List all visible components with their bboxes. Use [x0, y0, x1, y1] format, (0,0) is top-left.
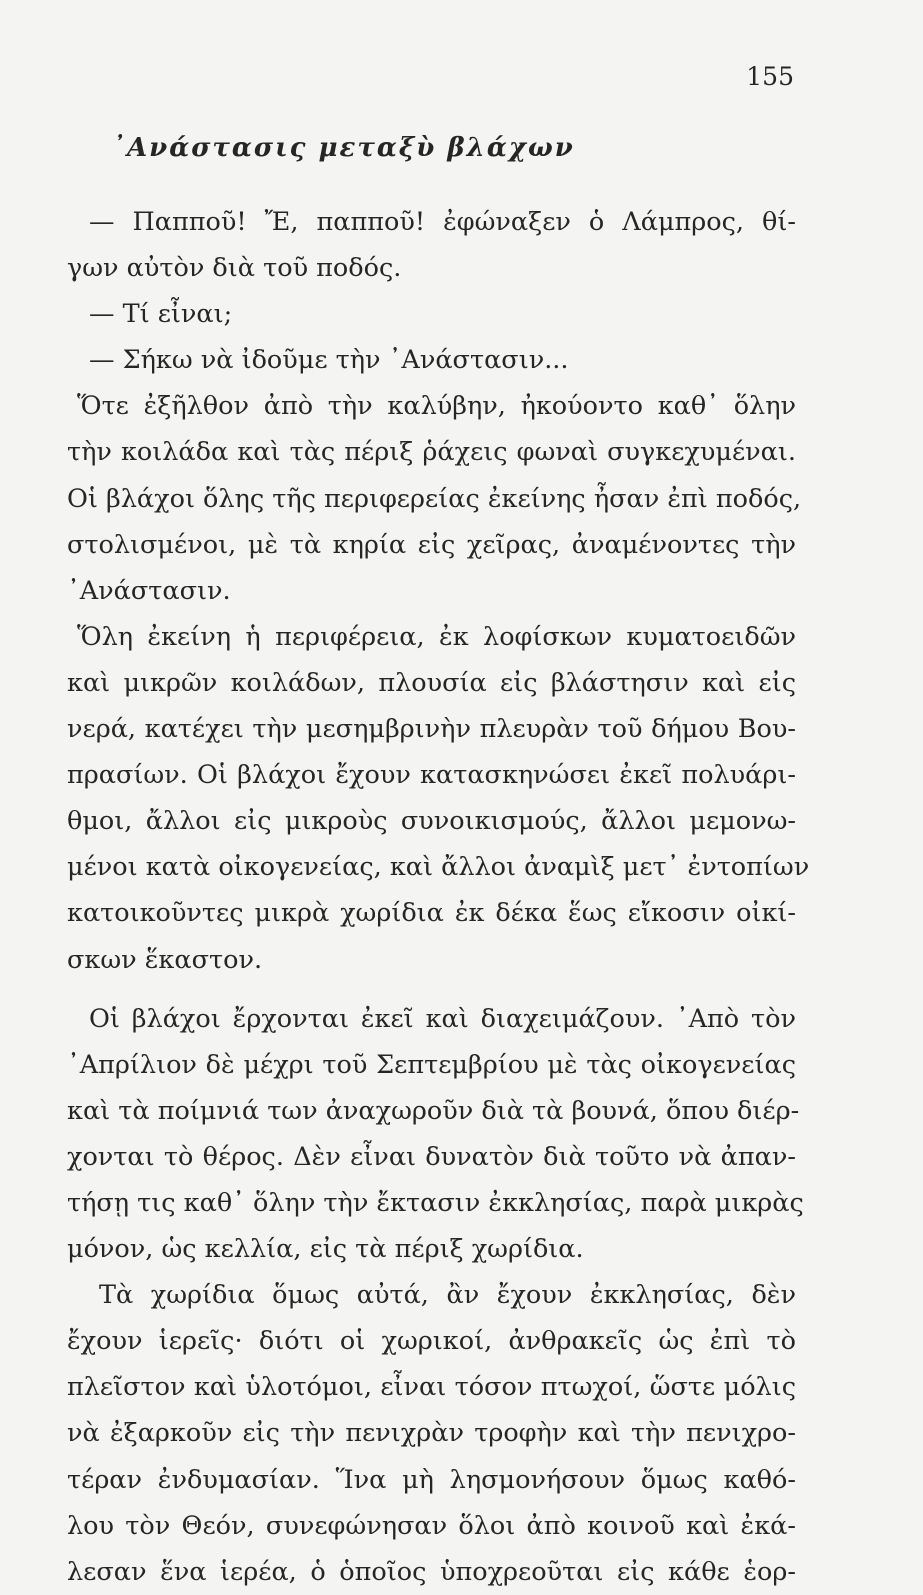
text-line: Οἱ βλάχοι ἔρχονται ἐκεῖ καὶ διαχειμάζουν. ᾿Απὸ τὸν [89, 1003, 796, 1034]
text-line: πλεῖστον καὶ ὑλοτόμοι, εἶναι τόσον πτωχοί, ὥστε μόλις [67, 1372, 796, 1403]
text-line: μένοι κατὰ οἰκογενείας, καὶ ἄλλοι ἀναμὶξ μετ᾿ ἐντοπίων [67, 852, 810, 883]
text-line: ᾿Ανάστασιν. [67, 575, 231, 606]
text-line: θμοι, ἄλλοι εἰς μικροὺς συνοικισμούς, ἄλλοι μεμονω- [67, 806, 796, 837]
text-line: Τὰ χωρίδια ὅμως αὐτά, ἂν ἔχουν ἐκκλησίας, δὲν [99, 1280, 796, 1311]
text-line: νὰ ἐξαρκοῦν εἰς τὴν πενιχρὰν τροφὴν καὶ τὴν πενιχρο- [67, 1418, 796, 1449]
text-line: καὶ μικρῶν κοιλάδων, πλουσία εἰς βλάστησιν καὶ εἰς [67, 667, 796, 698]
text-line: τέραν ἐνδυμασίαν. Ἵνα μὴ λησμονήσουν ὅμως καθό- [67, 1464, 796, 1495]
page-number: 155 [746, 62, 794, 91]
text-line: πρασίων. Οἱ βλάχοι ἔχουν κατασκηνώσει ἐκεῖ πολυάρι- [67, 760, 796, 791]
text-line: — Σήκω νὰ ἰδοῦμε τὴν ᾿Ανάστασιν... [89, 345, 569, 376]
text-line: Ὅλη ἐκείνη ἡ περιφέρεια, ἐκ λοφίσκων κυματοειδῶν [77, 621, 796, 652]
text-line: — Παπποῦ! Ἔ, παπποῦ! ἐφώναξεν ὁ Λάμπρος, θί- [89, 207, 796, 237]
text-line: — Τί εἶναι; [89, 299, 233, 330]
text-line: Οἱ βλάχοι ὅλης τῆς περιφερείας ἐκείνης ἦσαν ἐπὶ ποδός, [67, 483, 802, 514]
text-line: κατοικοῦντες μικρὰ χωρίδια ἐκ δέκα ἕως εἴκοσιν οἰκί- [67, 898, 796, 929]
text-line: νερά, κατέχει τὴν μεσημβρινὴν πλευρὰν τοῦ δήμου Βου- [67, 714, 796, 745]
text-line: μόνον, ὡς κελλία, εἰς τὰ πέριξ χωρίδια. [67, 1234, 584, 1265]
text-line: τήσῃ τις καθ᾿ ὅλην τὴν ἔκτασιν ἐκκλησίας, παρὰ μικρὰς [67, 1187, 804, 1218]
body-text [67, 199, 810, 1595]
text-line: γων αὐτὸν διὰ τοῦ ποδός. [67, 253, 402, 284]
text-line: ἔχουν ἱερεῖς· διότι οἱ χωρικοί, ἀνθρακεῖς ὡς ἐπὶ τὸ [67, 1326, 796, 1357]
chapter-title: ᾿Ανάστασις μεταξὺ βλάχων [112, 133, 575, 163]
text-line: σκων ἕκαστον. [67, 944, 263, 975]
text-line: λου τὸν Θεόν, συνεφώνησαν ὅλοι ἀπὸ κοινοῦ καὶ ἐκά- [67, 1510, 796, 1541]
text-line: λεσαν ἕνα ἱερέα, ὁ ὁποῖος ὑποχρεοῦται εἰς κάθε ἑορ- [67, 1556, 796, 1587]
text-line: τὴν κοιλάδα καὶ τὰς πέριξ ῥάχεις φωναὶ συγκεχυμέναι. [67, 437, 796, 468]
text-line: καὶ τὰ ποίμνιά των ἀναχωροῦν διὰ τὰ βουνά, ὅπου διέρ- [67, 1095, 800, 1126]
text-line: στολισμένοι, μὲ τὰ κηρία εἰς χεῖρας, ἀναμένοντες τὴν [67, 529, 796, 560]
text-line: ᾿Απρίλιον δὲ μέχρι τοῦ Σεπτεμβρίου μὲ τὰς οἰκογενείας [67, 1049, 796, 1080]
text-line: χονται τὸ θέρος. Δὲν εἶναι δυνατὸν διὰ τοῦτο νὰ ἀπαν- [67, 1141, 796, 1172]
text-line: Ὅτε ἐξῆλθον ἀπὸ τὴν καλύβην, ἠκούοντο καθ᾿ ὅλην [77, 391, 796, 422]
